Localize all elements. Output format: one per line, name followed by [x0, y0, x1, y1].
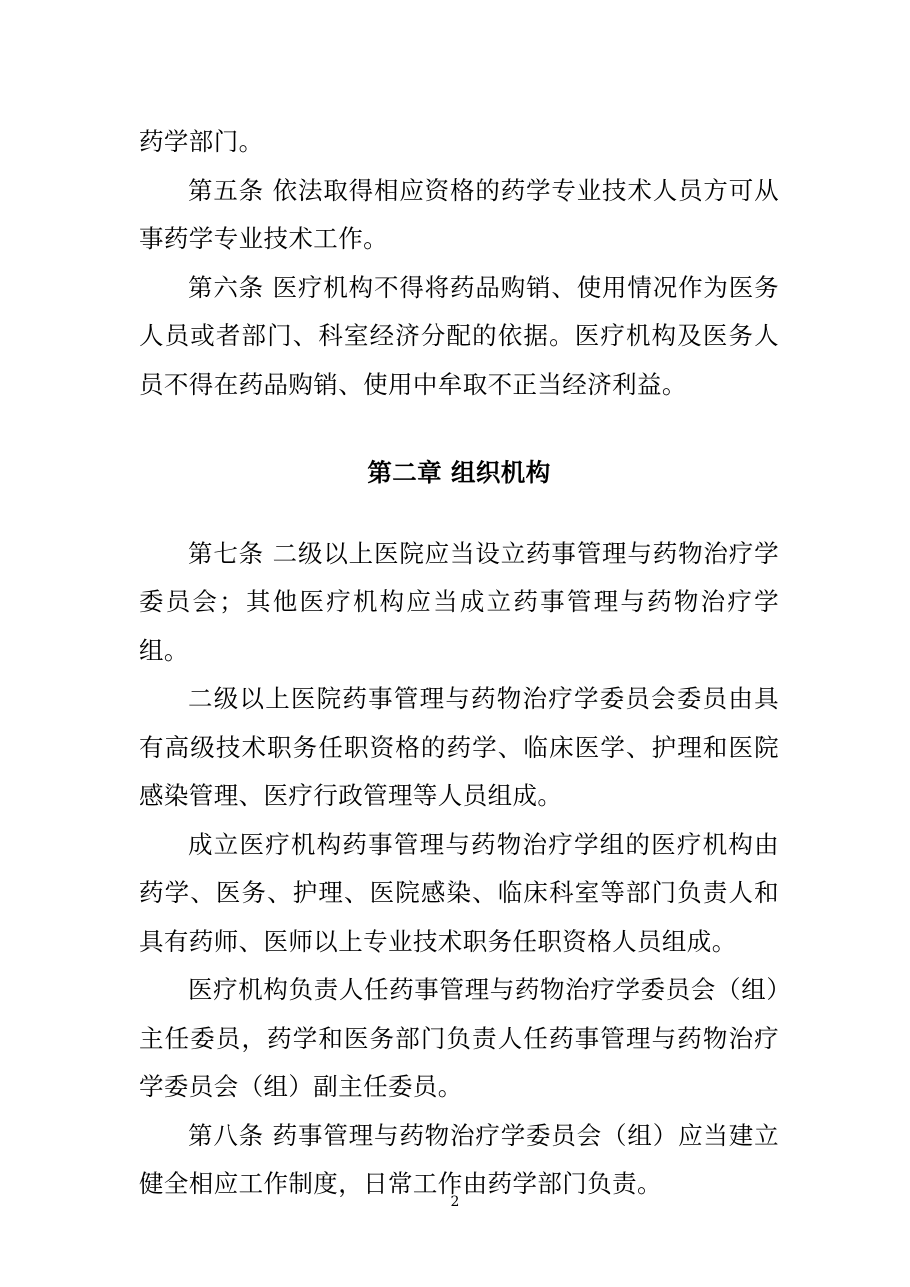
article-7-paragraph: 第七条 二级以上医院应当设立药事管理与药物治疗学委员会；其他医疗机构应当成立药事管理与药物治疗学组。 — [139, 538, 779, 665]
article-5-paragraph: 第五条 依法取得相应资格的药学专业技术人员方可从事药学专业技术工作。 — [139, 175, 779, 253]
article-6-paragraph: 第六条 医疗机构不得将药品购销、使用情况作为医务人员或者部门、科室经济分配的依据。医疗机构及医务人员不得在药品购销、使用中牟取不正当经济利益。 — [139, 272, 779, 399]
body-text — [139, 118, 779, 1209]
committee-chair-paragraph: 医疗机构负责人任药事管理与药物治疗学委员会（组）主任委员，药学和医务部门负责人任药事管理与药物治疗学委员会（组）副主任委员。 — [139, 975, 779, 1101]
group-members-paragraph: 成立医疗机构药事管理与药物治疗学组的医疗机构由药学、医务、护理、医院感染、临床科室等部门负责人和具有药师、医师以上专业技术职务任职资格人员组成。 — [139, 829, 779, 956]
paragraph-continued: 药学部门。 — [139, 127, 264, 156]
article-8-paragraph: 第八条 药事管理与药物治疗学委员会（组）应当建立健全相应工作制度，日常工作由药学部门负责。 — [139, 1120, 779, 1198]
committee-members-paragraph: 二级以上医院药事管理与药物治疗学委员会委员由具有高级技术职务任职资格的药学、临床医学、护理和医院感染管理、医疗行政管理等人员组成。 — [139, 684, 779, 810]
page-number: 2 — [450, 1194, 460, 1210]
chapter-title: 第二章 组织机构 — [367, 458, 551, 487]
